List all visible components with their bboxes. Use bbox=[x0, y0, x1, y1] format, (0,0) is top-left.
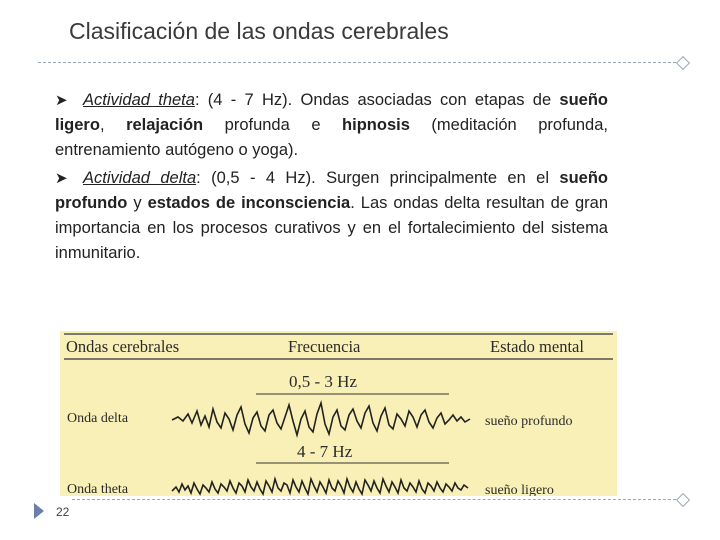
theta-text-6: (meditación profunda, entrenamiento autógeno o yoga). bbox=[55, 116, 608, 159]
header-state: Estado mental bbox=[490, 337, 584, 356]
arrow-bullet-icon: ➤ bbox=[55, 92, 68, 109]
delta-text-2: y bbox=[127, 194, 148, 212]
delta-bold-1: sueño profundo bbox=[55, 169, 608, 212]
theta-range: : (4 - 7 Hz). Ondas asociadas con etapas de bbox=[194, 91, 560, 109]
arrow-bullet-icon: ➤ bbox=[55, 170, 68, 187]
brainwave-figure bbox=[60, 331, 617, 496]
triangle-marker-icon bbox=[34, 503, 44, 519]
delta-term: Actividad delta bbox=[83, 169, 197, 187]
delta-text-4: . Las ondas delta resultan de gran importancia en los procesos curativos y en el fortalecimiento del sistema inmunitario. bbox=[55, 194, 608, 262]
delta-bold-2: estados de inconsciencia bbox=[147, 194, 351, 212]
page-number: 22 bbox=[56, 505, 70, 519]
slide-title: Clasificación de las ondas cerebrales bbox=[69, 18, 449, 44]
theta-frequency: 4 - 7 Hz bbox=[297, 442, 353, 461]
delta-label: Onda delta bbox=[67, 411, 129, 426]
theta-term: Actividad theta bbox=[83, 91, 195, 109]
header-frequency: Frecuencia bbox=[288, 337, 361, 356]
delta-wave-trace bbox=[172, 403, 470, 435]
theta-state: sueño ligero bbox=[485, 483, 554, 496]
theta-label: Onda theta bbox=[67, 482, 129, 496]
theta-text-4: profunda e bbox=[203, 116, 343, 134]
title-divider bbox=[38, 62, 686, 63]
theta-bold-1: sueño ligero bbox=[55, 91, 608, 134]
theta-text-2: , bbox=[99, 116, 127, 134]
delta-paragraph bbox=[55, 166, 608, 266]
theta-wave-trace bbox=[172, 479, 468, 494]
footer-divider bbox=[72, 499, 686, 500]
theta-bold-3: hipnosis bbox=[342, 116, 410, 134]
brainwave-table-svg bbox=[60, 331, 617, 496]
header-waves: Ondas cerebrales bbox=[66, 337, 180, 356]
delta-frequency: 0,5 - 3 Hz bbox=[289, 372, 357, 391]
theta-bold-2: relajación bbox=[126, 116, 204, 134]
delta-state: sueño profundo bbox=[485, 414, 573, 429]
theta-paragraph bbox=[55, 88, 608, 163]
delta-range: : (0,5 - 4 Hz). Surgen principalmente en el bbox=[196, 169, 560, 187]
slide-body bbox=[55, 88, 608, 269]
